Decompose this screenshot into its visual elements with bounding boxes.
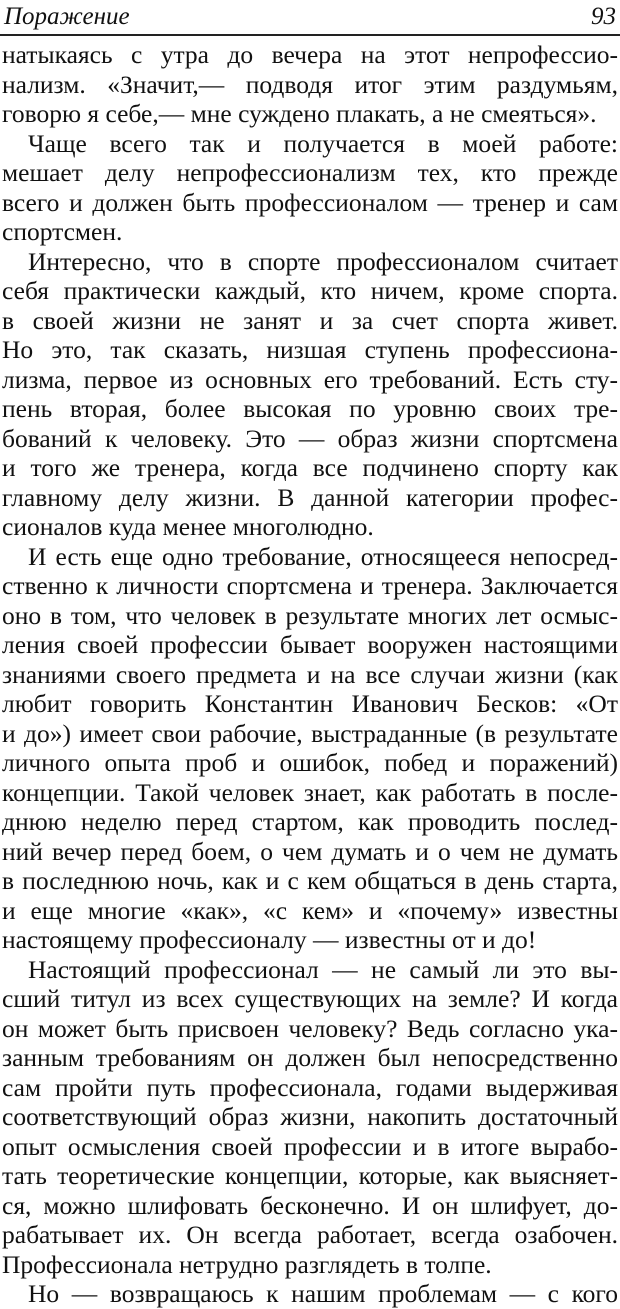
section-title: Поражение (4, 3, 130, 30)
text-line: любит говорить Константин Иванович Бесков: «От (2, 689, 618, 718)
text-line: сионалов куда менее многолюдно. (2, 512, 374, 541)
paragraph (2, 1279, 618, 1309)
text-line: себя практически каждый, кто ничем, кроме спорта. (2, 276, 618, 305)
text-line: пень вторая, более высокая по уровню своих тре- (2, 394, 618, 423)
paragraph (2, 955, 618, 1280)
header-rule (0, 34, 620, 36)
text-line: Настоящий профессионал — не самый ли это вы- (28, 954, 618, 984)
text-line: соответствующий образ жизни, накопить достаточный (2, 1102, 618, 1131)
text-line: ления своей профессии бывает вооружен настоящими (2, 630, 618, 659)
text-line: сший титул из всех существующих на земле? И когда (2, 984, 618, 1013)
running-head (4, 2, 616, 32)
text-line: и того же тренера, когда все подчинено спорту как (2, 453, 618, 482)
text-line: говорю я себе,— мне суждено плакать, а не смеяться». (2, 99, 597, 128)
text-line: знаниями своего предмета и на все случаи жизни (как (2, 659, 618, 689)
text-line: оно в том, что человек в результате многих лет осмыс- (2, 600, 618, 630)
paragraph (2, 542, 618, 955)
text-line: бований к человеку. Это — образ жизни спортсмена (2, 423, 618, 453)
text-line: И есть еще одно требование, относящееся непосред- (28, 541, 618, 571)
text-line: ственно к личности спортсмена и тренера. Заключается (2, 571, 618, 600)
text-line: в своей жизни не занят и за счет спорта живет. (2, 305, 618, 335)
text-line: Профессионала нетрудно разглядеть в толпе. (2, 1249, 492, 1279)
page-number: 93 (591, 3, 616, 30)
text-line: концепции. Такой человек знает, как работать в после- (2, 777, 618, 807)
text-line: натыкаясь с утра до вечера на этот непрофессио- (2, 40, 618, 69)
paragraph (2, 40, 618, 129)
text-line: Интересно, что в спорте профессионалом считает (28, 246, 618, 276)
text-line: опыт осмысления своей профессии и в итоге вырабо- (2, 1131, 618, 1161)
text-line: и до») имеет свои рабочие, выстраданные (в результате (2, 718, 618, 748)
text-line: личного опыта проб и ошибок, побед и поражений) (2, 748, 618, 777)
text-line: ний вечер перед боем, о чем думать и о чем не думать (2, 836, 618, 866)
text-line: Чаще всего так и получается в моей работе: (28, 128, 618, 158)
text-line: ся, можно шлифовать бесконечно. И он шлифует, до- (2, 1190, 618, 1220)
text-line: спортсмен. (2, 217, 123, 246)
text-line: днюю неделю перед стартом, как проводить послед- (2, 807, 618, 836)
text-line: в последнюю ночь, как и с кем общаться в день старта, (2, 866, 618, 895)
text-line: тать теоретические концепции, которые, как выясняет- (2, 1161, 618, 1190)
text-line: лизма, первое из основных его требований. Есть сту- (2, 364, 618, 394)
text-line: и еще многие «как», «с кем» и «почему» известны (2, 895, 618, 925)
text-line: Но — возвращаюсь к нашим проблемам — с кого (28, 1279, 618, 1308)
text-line: главному делу жизни. В данной категории профес- (2, 482, 618, 512)
text-line: нализм. «Значит,— подводя итог этим раздумьям, (2, 69, 618, 99)
text-line: мешает делу непрофессионализм тех, кто прежде (2, 158, 618, 187)
text-line: всего и должен быть профессионалом — тренер и сам (2, 187, 618, 217)
text-line: настоящему профессионалу — известны от и до! (2, 925, 537, 954)
text-line: рабатывает их. Он всегда работает, всегда озабочен. (2, 1220, 618, 1249)
paragraph (2, 129, 618, 247)
text-line: занным требованиям он должен был непосредственно (2, 1043, 618, 1072)
text-line: Но это, так сказать, низшая ступень профессиона- (2, 335, 618, 364)
body-text (2, 40, 618, 1309)
text-line: сам пройти путь профессионала, годами выдерживая (2, 1072, 618, 1102)
text-line: он может быть присвоен человеку? Ведь согласно ука- (2, 1013, 618, 1043)
paragraph (2, 247, 618, 542)
